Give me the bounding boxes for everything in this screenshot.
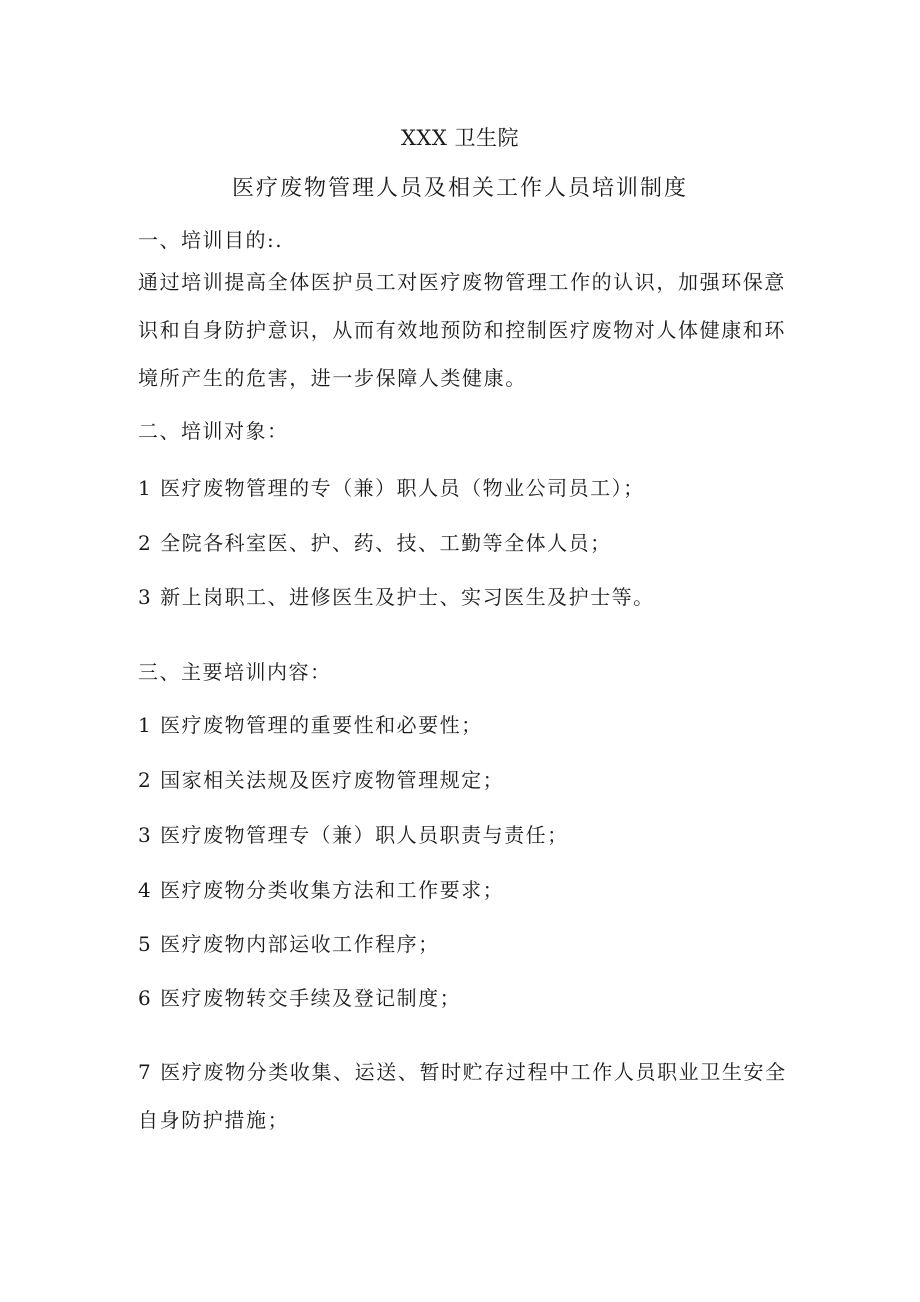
section-2-item: 2 全院各科室医、护、药、技、工勤等全体人员； bbox=[138, 531, 612, 555]
section-1-heading: 一、培训目的:. bbox=[138, 228, 284, 252]
document-title: 医疗废物管理人员及相关工作人员培训制度 bbox=[231, 176, 688, 201]
section-2-item: 3 新上岗职工、进修医生及护士、实习医生及护士等。 bbox=[138, 585, 655, 609]
section-3-item: 1 医疗废物管理的重要性和必要性； bbox=[138, 713, 483, 737]
org-name: XXX 卫生院 bbox=[400, 126, 520, 150]
section-1-paragraph: 通过培训提高全体医护员工对医疗废物管理工作的认识，加强环保意识和自身防护意识，从而有效地预防和控制医疗废物对人体健康和环境所产生的危害，进一步保障人类健康。 bbox=[138, 270, 786, 390]
section-3-heading: 三、主要培训内容： bbox=[138, 660, 332, 684]
section-2-item: 1 医疗废物管理的专（兼）职人员（物业公司员工）； bbox=[138, 476, 645, 500]
section-3-item: 5 医疗废物内部运收工作程序； bbox=[138, 932, 440, 956]
section-3-item: 7 医疗废物分类收集、运送、暂时贮存过程中工作人员职业卫生安全自身防护措施； bbox=[138, 1060, 787, 1132]
section-2-heading: 二、培训对象： bbox=[138, 419, 289, 443]
section-3-item: 6 医疗废物转交手续及登记制度； bbox=[138, 986, 462, 1010]
section-3-item: 2 国家相关法规及医疗废物管理规定； bbox=[138, 768, 505, 792]
section-3-item: 3 医疗废物管理专（兼）职人员职责与责任； bbox=[138, 823, 569, 847]
section-3-item: 4 医疗废物分类收集方法和工作要求； bbox=[138, 878, 505, 902]
